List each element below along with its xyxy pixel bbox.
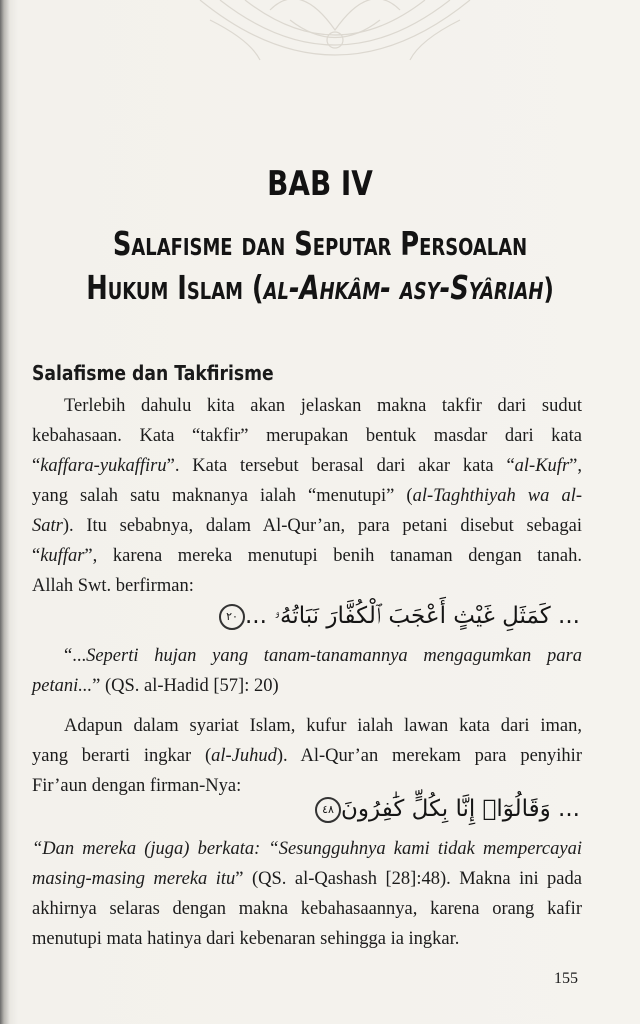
p2-line-1: Adapun dalam syariat Islam, kufur ialah lawan kata dari iman, xyxy=(64,716,582,736)
p2-l2-c: ). Al-Qur’an merekam para penyihir xyxy=(276,746,582,766)
arabic-verse-1-text: ... كَمَثَلِ غَيْثٍ أَعْجَبَ ٱلْكُفَّارَ نَبَاتُهُۥ ... xyxy=(245,603,580,629)
p1-l4-a: yang salah satu maknanya ialah “menutupi” ( xyxy=(32,486,413,506)
p1-l5-b: ). Itu sebabnya, dalam Al-Qur’an, para petani disebut sebagai xyxy=(62,516,582,536)
chapter-title-line-2 xyxy=(70,268,569,307)
p1-l4-b: al-Taghthiyah wa al- xyxy=(412,486,582,506)
v1-t2-b: ” (QS. al-Hadid [57]: 20) xyxy=(92,676,279,696)
verse2-translation-line-4: menutupi mata hatinya dari kebenaran sehingga ia ingkar. xyxy=(32,929,460,949)
p1-line-7: Allah Swt. berfirman: xyxy=(32,576,194,596)
p1-line-6 xyxy=(32,543,582,569)
p2-l2-a: yang berarti ingkar ( xyxy=(32,746,212,766)
p1-l6-a: “ xyxy=(32,546,41,566)
p2-line-2 xyxy=(32,743,582,769)
v1-t1-a: “... xyxy=(64,646,87,666)
p1-l5-a: Satr xyxy=(32,516,63,536)
p1-l3-a: “ xyxy=(32,456,41,476)
verse2-translation-line-3: akhirnya selaras dengan makna kebahasaannya, karena orang kafir xyxy=(32,899,582,919)
p2-line-3: Fir’aun dengan firman-Nya: xyxy=(32,776,242,796)
arabic-verse-2-text: ... وَقَالُوٓا۟ إِنَّا بِكُلٍّ كَٰفِرُونَ xyxy=(341,796,580,822)
chapter-title-line-1 xyxy=(70,224,569,263)
page-number: 155 xyxy=(554,970,578,987)
arabic-verse-2 xyxy=(309,796,580,823)
chapter-title-plain: Hukum Islam ( xyxy=(86,268,264,307)
chapter-title-italic: al-Ahkâm- asy-Syâriah xyxy=(263,268,544,307)
p1-line-4 xyxy=(32,483,582,509)
v1-t1-b: Seperti hujan yang tanam-tanamannya mengagumkan para xyxy=(86,646,582,666)
decorative-ornament xyxy=(190,0,480,70)
chapter-number: BAB IV xyxy=(267,164,373,204)
ayah-number-icon: ٢٠ xyxy=(219,604,245,630)
p1-line-1: Terlebih dahulu kita akan jelaskan makna takfir dari sudut xyxy=(64,396,582,416)
p1-l3-c: ”. Kata tersebut berasal dari akar kata “ xyxy=(166,456,515,476)
v2-t2-b: ” (QS. al-Qashash [28]:48). Makna ini pada xyxy=(235,869,582,889)
v2-t2-a: masing-masing mereka itu xyxy=(32,869,236,889)
p1-line-5 xyxy=(32,513,582,539)
p2-l2-b: al-Juhud xyxy=(211,746,277,766)
p1-l3-b: kaffara-yukaffiru xyxy=(40,456,167,476)
p1-l3-e: ”, xyxy=(569,456,582,476)
verse1-translation-line-2 xyxy=(32,673,582,699)
p1-line-3 xyxy=(32,453,582,479)
ayah-number-icon: ٤٨ xyxy=(315,797,341,823)
p1-line-2: kebahasaan. Kata “takfir” merupakan bentuk masdar dari kata xyxy=(32,426,582,446)
p1-l6-b: kuffar xyxy=(40,546,85,566)
section-heading: Salafisme dan Takfirisme xyxy=(32,361,274,385)
p1-l6-c: ”, karena mereka menutupi benih tanaman dengan tanah. xyxy=(84,546,582,566)
chapter-title-close: ) xyxy=(543,272,554,306)
v1-t2-a: petani... xyxy=(32,676,93,696)
arabic-verse-1 xyxy=(213,603,580,630)
verse2-translation-line-1: “Dan mereka (juga) berkata: “Sesungguhnya kami tidak mempercayai xyxy=(32,839,582,859)
verse2-translation-line-2 xyxy=(32,866,582,892)
verse1-translation-line-1 xyxy=(64,643,582,669)
p1-l3-d: al-Kufr xyxy=(514,456,570,476)
chapter-title-text: Salafisme dan Seputar Persoalan xyxy=(112,224,528,263)
